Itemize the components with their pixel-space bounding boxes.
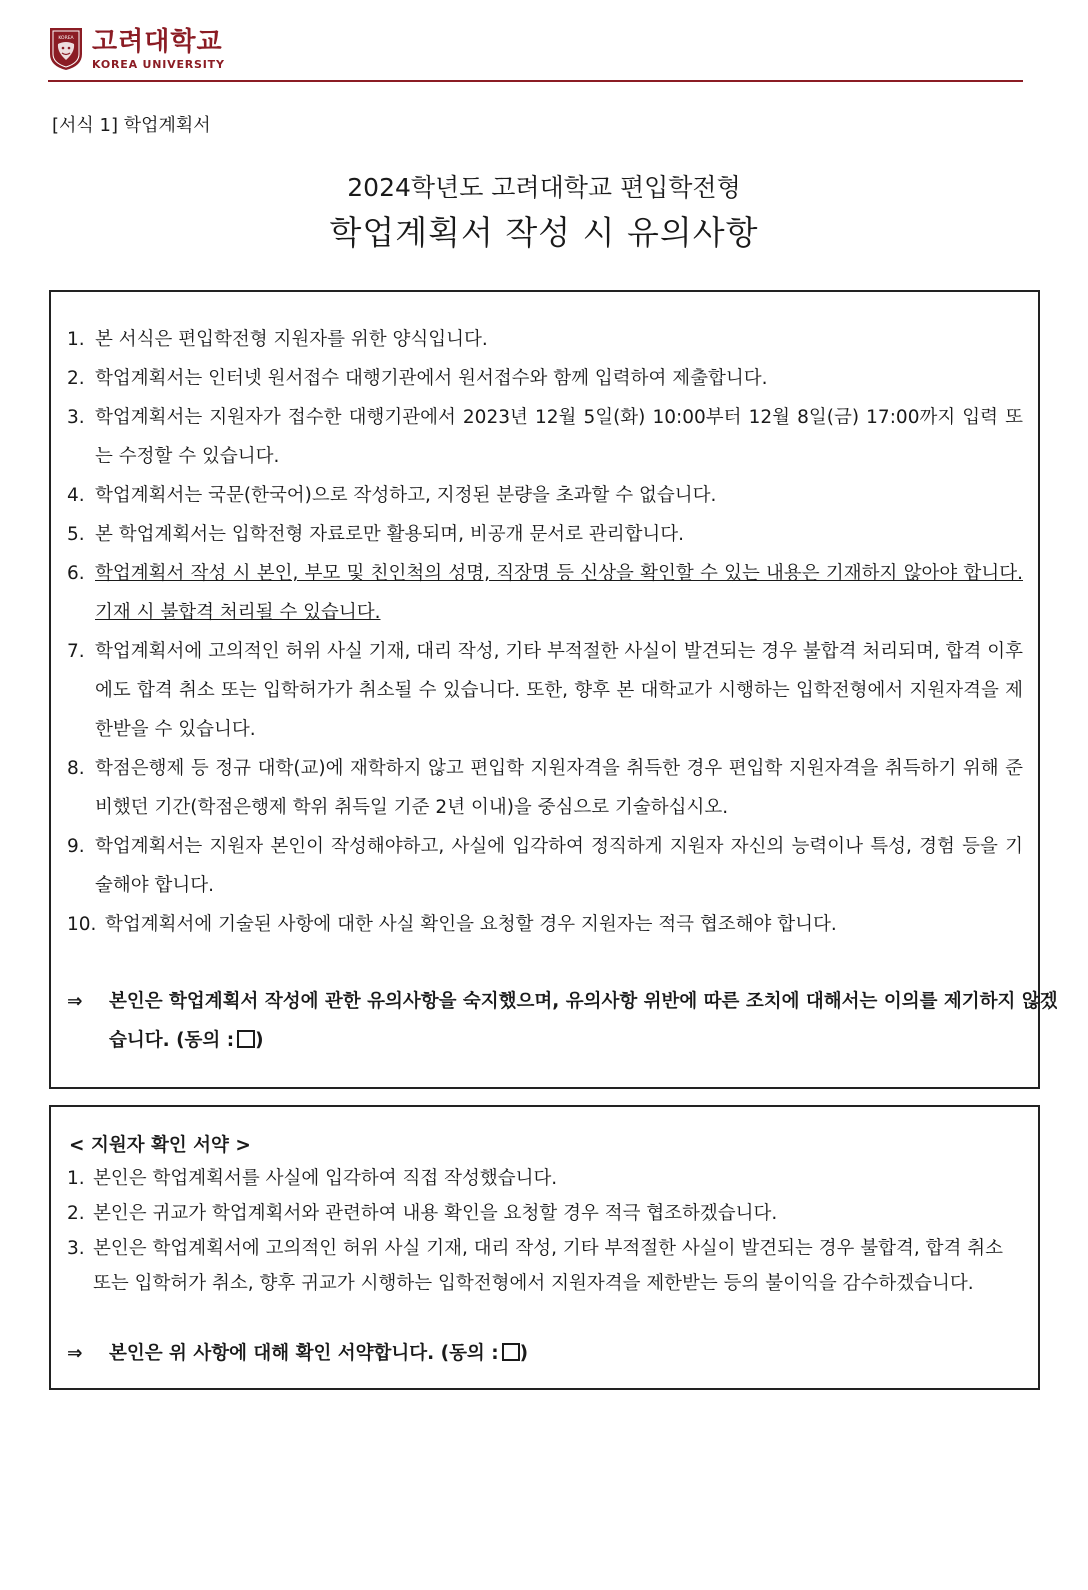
notice-item (67, 515, 1023, 554)
notice-number: 4. (67, 485, 85, 506)
document-title-line1: 2024학년도 고려대학교 편입학전형 (347, 173, 741, 202)
notice-text: 학업계획서는 국문(한국어)으로 작성하고, 지정된 분량을 초과할 수 없습니다. (95, 485, 717, 506)
notice-item (67, 827, 1023, 905)
notice-text: 학업계획서는 지원자 본인이 작성해야하고, 사실에 입각하여 정직하게 지원자 자신의 능력이나 특성, 경험 등을 기술해야 합니다. (95, 836, 1023, 896)
notice-number: 1. (67, 329, 85, 350)
pledge-agreement-text: 본인은 위 사항에 대해 확인 서약합니다. (동의 : (109, 1343, 499, 1364)
pledge-agreement-close: ) (519, 1343, 529, 1364)
brand-name-korean: 고려대학교 (92, 26, 223, 57)
notices-list (67, 320, 1023, 944)
pledge-heading: < 지원자 확인 서약 > (69, 1135, 251, 1156)
pledge-list (67, 1161, 1019, 1301)
header-divider (48, 80, 1023, 82)
pledge-item (67, 1196, 1019, 1231)
notice-number: 9. (67, 836, 85, 857)
notice-item (67, 320, 1023, 359)
notices-box (49, 290, 1058, 1089)
pledge-text: 본인은 귀교가 학업계획서와 관련하여 내용 확인을 요청할 경우 적극 협조하겠습니다. (93, 1203, 778, 1224)
notice-item-underlined (67, 554, 1023, 632)
notice-text: 학점은행제 등 정규 대학(교)에 재학하지 않고 편입학 지원자격을 취득한 경우 편입학 지원자격을 취득하기 위해 준비했던 기간(학점은행제 학위 취득일 기준 2년 이내)을 중심으로 기술하십시오. (95, 758, 1023, 818)
pledge-number: 3. (67, 1238, 85, 1259)
pledge-text: 본인은 학업계획서에 고의적인 허위 사실 기재, 대리 작성, 기타 부적절한 사실이 발견되는 경우 불합격, 합격 취소 또는 입학허가 취소, 향후 귀교가 시행하는 입학전형에서 지원자격을 제한받는 등의 불이익을 감수하겠습니다. (93, 1238, 1004, 1294)
notice-text: 학업계획서 작성 시 본인, 부모 및 친인척의 성명, 직장명 등 신상을 확인할 수 있는 내용은 기재하지 않아야 합니다. 기재 시 불합격 처리될 수 있습니다. (95, 563, 1023, 623)
notice-text: 본 학업계획서는 입학전형 자료로만 활용되며, 비공개 문서로 관리합니다. (95, 524, 685, 545)
notice-text: 학업계획서에 고의적인 허위 사실 기재, 대리 작성, 기타 부적절한 사실이 발견되는 경우 불합격 처리되며, 합격 이후에도 합격 취소 또는 입학허가가 취소될 수 있습니다. 또한, 향후 본 대학교가 시행하는 입학전형에서 지원자격을 제한받을 수 있습니다. (95, 641, 1023, 740)
pledge-item (67, 1161, 1019, 1196)
notice-number: 5. (67, 524, 85, 545)
notice-text: 학업계획서는 지원자가 접수한 대행기관에서 2023년 12월 5일(화) 10:00부터 12월 8일(금) 17:00까지 입력 또는 수정할 수 있습니다. (95, 407, 1023, 467)
university-header (48, 26, 225, 72)
notice-item (67, 398, 1023, 476)
form-label: [서식 1] 학업계획서 (52, 115, 211, 136)
notice-number: 3. (67, 407, 85, 428)
notice-text: 본 서식은 편입학전형 지원자를 위한 양식입니다. (95, 329, 488, 350)
pledge-text: 본인은 학업계획서를 사실에 입각하여 직접 작성했습니다. (93, 1168, 558, 1189)
agreement-text: 본인은 학업계획서 작성에 관한 유의사항을 숙지했으며, 유의사항 위반에 따른 조치에 대해서는 이의를 제기하지 않겠습니다. (동의 : (109, 991, 1058, 1051)
notice-item (67, 749, 1023, 827)
pledge-agreement (67, 1336, 1061, 1371)
agreement-close: ) (255, 1030, 264, 1051)
notice-item (67, 905, 1023, 944)
svg-text:KOREA: KOREA (58, 36, 74, 41)
notice-number: 10. (67, 914, 97, 935)
brand-name-english: KOREA UNIVERSITY (92, 57, 225, 71)
notice-number: 2. (67, 368, 85, 389)
pledge-item (67, 1231, 1019, 1301)
pledge-agree-checkbox[interactable] (502, 1343, 520, 1361)
notice-item (67, 632, 1023, 749)
agreement-statement (67, 982, 1061, 1060)
pledge-box (49, 1105, 1040, 1390)
notice-number: 6. (67, 563, 85, 584)
notice-number: 8. (67, 758, 85, 779)
korea-university-seal-icon (48, 26, 84, 72)
pledge-number: 1. (67, 1168, 85, 1189)
agree-checkbox[interactable] (237, 1030, 255, 1048)
arrow-icon: ⇒ (67, 991, 83, 1012)
document-title-line2: 학업계획서 작성 시 유의사항 (329, 213, 759, 252)
notice-item (67, 476, 1023, 515)
notice-text: 학업계획서는 인터넷 원서접수 대행기관에서 원서접수와 함께 입력하여 제출합니다. (95, 368, 768, 389)
notice-item (67, 359, 1023, 398)
notice-text: 학업계획서에 기술된 사항에 대한 사실 확인을 요청할 경우 지원자는 적극 협조해야 합니다. (105, 914, 837, 935)
pledge-number: 2. (67, 1203, 85, 1224)
notice-number: 7. (67, 641, 85, 662)
arrow-icon: ⇒ (67, 1343, 83, 1364)
